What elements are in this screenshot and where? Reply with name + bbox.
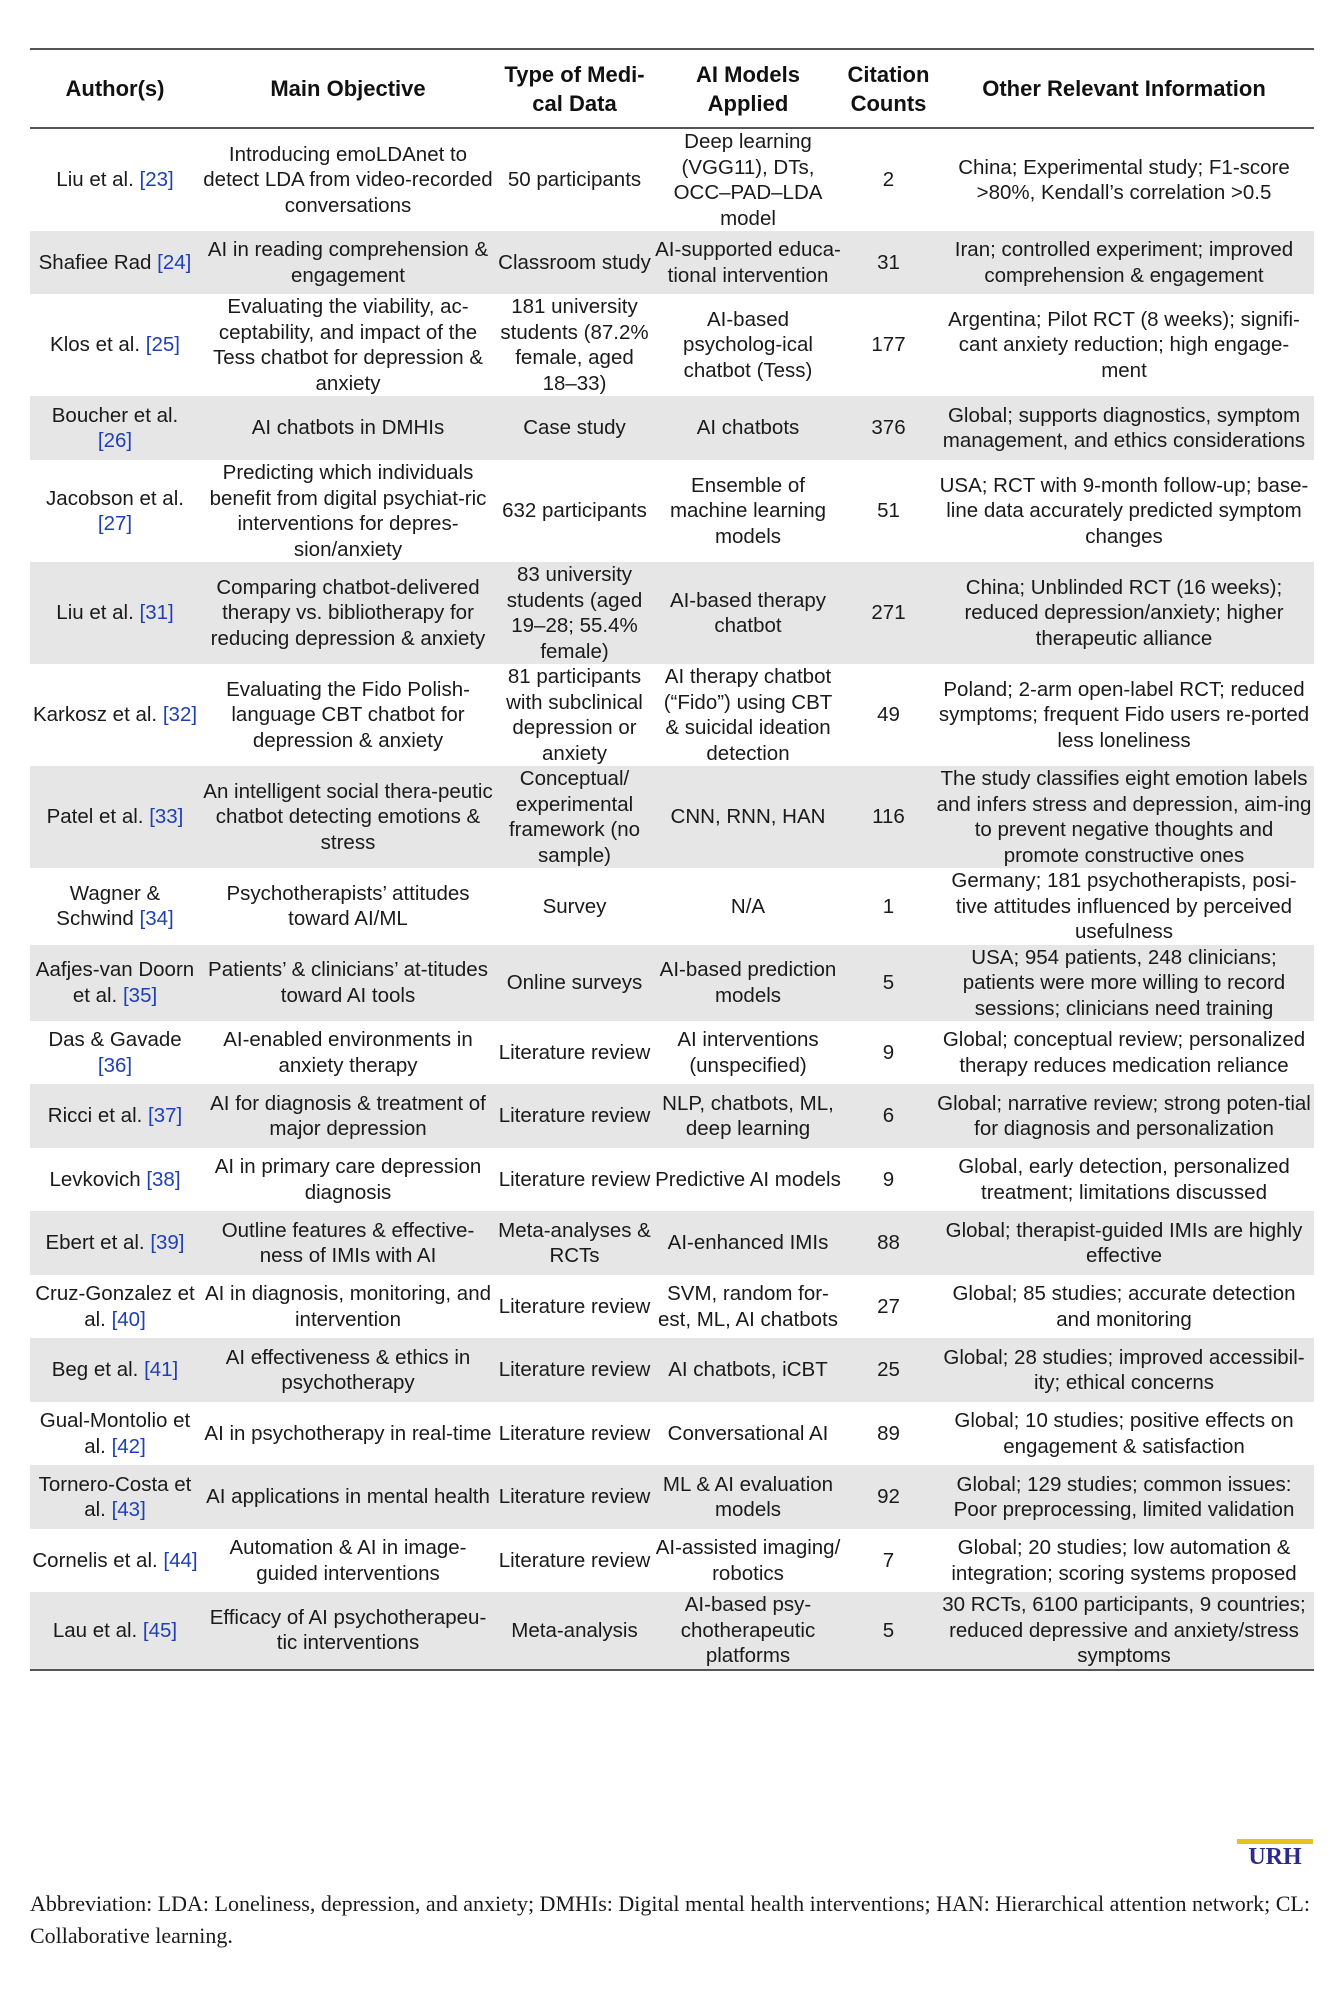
author-cell	[30, 128, 200, 231]
models-cell: AI interventions (unspecified)	[677, 1028, 819, 1077]
author-cell	[30, 1338, 200, 1402]
author-cell	[30, 1465, 200, 1529]
objective-cell: AI-enabled environments in anxiety therapy	[223, 1028, 473, 1077]
objective-cell: Efficacy of AI psychotherapeu-tic interventions	[200, 1592, 496, 1670]
author-cell	[30, 1084, 200, 1148]
models-cell: AI-based prediction models	[653, 945, 843, 1022]
data-type-cell: Literature review	[496, 1338, 653, 1402]
reference-link[interactable]: [35]	[122, 983, 158, 1007]
objective-cell: AI for diagnosis & treatment of major depression	[200, 1084, 496, 1148]
reference-link[interactable]: [24]	[157, 250, 192, 274]
models-cell: AI-based therapy chatbot	[653, 562, 843, 664]
author-name: Lau et al.	[52, 1618, 138, 1642]
col-authors-header: Author(s)	[30, 49, 200, 128]
reference-link[interactable]: [31]	[139, 601, 174, 625]
table-row	[30, 868, 1314, 945]
author-name: Patel et al.	[46, 805, 144, 829]
other-info-cell: Global, early detection, personalized treatment; limitations discussed	[958, 1155, 1290, 1204]
models-cell: AI chatbots, iCBT	[653, 1338, 843, 1402]
author-cell	[30, 1211, 200, 1275]
citations-cell: 92	[843, 1465, 934, 1529]
author-name: Boucher et al.	[51, 403, 179, 427]
author-name: Liu et al.	[56, 601, 134, 625]
author-name: Tornero-Costa et al.	[38, 1472, 192, 1521]
author-name: Cornelis et al.	[32, 1548, 158, 1572]
other-info-cell: Global; therapist-guided IMIs are highly effective	[934, 1211, 1314, 1275]
other-info-cell: Germany; 181 psychotherapists, posi-tive attitudes influenced by perceived usefulness	[951, 869, 1297, 943]
models-cell: ML & AI evaluation models	[653, 1465, 843, 1529]
reference-link[interactable]: [36]	[97, 1053, 133, 1077]
citations-cell: 271	[843, 562, 934, 664]
table-body	[30, 128, 1314, 1670]
author-cell	[30, 294, 200, 396]
author-cell	[30, 1592, 200, 1670]
reference-link[interactable]: [32]	[162, 703, 198, 727]
other-info-cell: China; Experimental study; F1-score >80%, Kendall’s correlation >0.5	[958, 155, 1290, 204]
author-cell	[30, 1148, 200, 1211]
other-info-cell: Global; 20 studies; low automation & integration; scoring systems proposed	[951, 1536, 1297, 1585]
table-row	[30, 1465, 1314, 1529]
author-name: Ricci et al.	[47, 1104, 143, 1128]
reference-link[interactable]: [34]	[139, 907, 174, 931]
reference-link[interactable]: [39]	[150, 1231, 185, 1255]
table-row	[30, 1592, 1314, 1670]
data-type-cell: 81 participants with subclinical depression or anxiety	[506, 665, 643, 765]
col-objective-header: Main Objective	[200, 49, 496, 128]
author-name: Gual-Montolio et al.	[39, 1409, 191, 1458]
objective-cell: An intelligent social thera-peutic chatbot detecting emotions & stress	[200, 766, 496, 868]
models-cell: Ensemble of machine learning models	[669, 473, 827, 548]
table-header-row	[30, 49, 1314, 128]
reference-link[interactable]: [26]	[97, 429, 133, 452]
reference-link[interactable]: [45]	[142, 1618, 178, 1642]
citations-cell: 27	[877, 1294, 900, 1318]
data-type-cell: Classroom study	[496, 231, 653, 294]
data-type-cell: 83 university students (aged 19–28; 55.4% female)	[496, 562, 653, 664]
table-row	[30, 1021, 1314, 1084]
data-type-cell: Literature review	[498, 1294, 651, 1318]
reference-link[interactable]: [25]	[145, 333, 180, 357]
table-row	[30, 460, 1314, 562]
author-name: Aafjes-van Doorn et al.	[35, 958, 195, 1007]
table-row	[30, 1529, 1314, 1592]
models-cell: AI-assisted imaging/ robotics	[655, 1536, 841, 1585]
models-cell: AI-based psy-chotherapeutic platforms	[653, 1592, 843, 1670]
col-citations-header: Citation Counts	[843, 49, 934, 128]
models-cell: Conversational AI	[667, 1421, 829, 1445]
author-name: Karkosz et al.	[32, 703, 158, 727]
other-info-cell: Global; 129 studies; common issues: Poor preprocessing, limited validation	[934, 1465, 1314, 1529]
table-row	[30, 562, 1314, 664]
citations-cell: 5	[843, 945, 934, 1022]
models-cell: NLP, chatbots, ML, deep learning	[653, 1084, 843, 1148]
other-info-cell: Global; 85 studies; accurate detection and monitoring	[952, 1282, 1296, 1331]
table-footnote: Abbreviation: LDA: Loneliness, depression, and anxiety; DMHIs: Digital mental health interventions; HAN: Hierarchical attention network; CL: Collaborative learning.	[30, 1891, 1310, 1948]
citations-cell: 6	[843, 1084, 934, 1148]
col-other-header: Other Relevant Information	[934, 49, 1314, 128]
data-type-cell: Literature review	[496, 1465, 653, 1529]
data-type-cell: 181 university students (87.2% female, aged 18–33)	[500, 295, 649, 395]
journal-logo	[1237, 1836, 1313, 1866]
objective-cell: AI applications in mental health	[200, 1465, 496, 1529]
author-cell	[30, 1402, 200, 1465]
citations-cell: 1	[882, 894, 895, 918]
reference-link[interactable]: [38]	[146, 1167, 181, 1191]
data-type-cell: Literature review	[498, 1167, 651, 1191]
objective-cell: AI in reading comprehension & engagement	[200, 231, 496, 294]
table-row	[30, 1402, 1314, 1465]
models-cell: CNN, RNN, HAN	[653, 766, 843, 868]
objective-cell: Outline features & effective-ness of IMIs with AI	[200, 1211, 496, 1275]
col-data-type-header: Type of Medi-cal Data	[496, 49, 653, 128]
models-cell: SVM, random for-est, ML, AI chatbots	[657, 1282, 839, 1331]
citations-cell: 88	[843, 1211, 934, 1275]
data-type-cell: Literature review	[496, 1084, 653, 1148]
author-name: Liu et al.	[56, 168, 134, 192]
author-name: Levkovich	[49, 1167, 141, 1191]
table-row	[30, 664, 1314, 766]
author-name: Das & Gavade	[48, 1028, 182, 1051]
reference-link[interactable]: [27]	[97, 512, 133, 535]
reference-link[interactable]: [44]	[163, 1548, 198, 1572]
author-cell	[30, 664, 200, 766]
data-type-cell: 50 participants	[507, 168, 642, 192]
data-type-cell: Literature review	[498, 1548, 651, 1572]
col-models-header: AI Models Applied	[653, 49, 843, 128]
objective-cell: Evaluating the Fido Polish-language CBT chatbot for depression & anxiety	[226, 677, 470, 752]
author-cell	[30, 1021, 200, 1084]
citations-cell: 89	[877, 1421, 900, 1445]
data-type-cell: Case study	[496, 396, 653, 460]
other-info-cell: 30 RCTs, 6100 participants, 9 countries; reduced depressive and anxiety/stress symptoms	[934, 1592, 1314, 1670]
table-row	[30, 128, 1314, 231]
objective-cell: AI effectiveness & ethics in psychotherapy	[200, 1338, 496, 1402]
models-cell: Predictive AI models	[655, 1167, 841, 1191]
author-cell	[30, 460, 200, 562]
citations-cell: 9	[882, 1040, 895, 1064]
reference-link[interactable]: [33]	[149, 805, 184, 829]
models-cell: AI-supported educa-tional intervention	[653, 231, 843, 294]
author-cell	[30, 868, 200, 945]
author-cell	[30, 1275, 200, 1338]
objective-cell: AI chatbots in DMHIs	[200, 396, 496, 460]
citations-cell: 5	[843, 1592, 934, 1670]
studies-table	[30, 48, 1314, 1671]
citations-cell: 2	[882, 168, 895, 192]
data-type-cell: Meta-analyses & RCTs	[496, 1211, 653, 1275]
objective-cell: Comparing chatbot-delivered therapy vs. bibliotherapy for reducing depression & anxiety	[200, 562, 496, 664]
other-info-cell: The study classifies eight emotion labels and infers stress and depression, aim-ing to prevent negative thoughts and promote constructive ones	[934, 766, 1314, 868]
data-type-cell: Literature review	[498, 1421, 651, 1445]
author-cell	[30, 231, 200, 294]
other-info-cell: Argentina; Pilot RCT (8 weeks); signifi-cant anxiety reduction; high engage-ment	[948, 307, 1300, 382]
citations-cell: 49	[877, 703, 900, 727]
table-row	[30, 1211, 1314, 1275]
objective-cell: Patients’ & clinicians’ at-titudes toward AI tools	[200, 945, 496, 1022]
objective-cell: AI in primary care depression diagnosis	[214, 1155, 482, 1204]
author-name: Klos et al.	[50, 333, 141, 357]
table-row	[30, 294, 1314, 396]
author-cell	[30, 562, 200, 664]
author-name: Wagner & Schwind	[56, 881, 161, 931]
data-type-cell: Conceptual/ experimental framework (no sample)	[496, 766, 653, 868]
citations-cell: 7	[882, 1548, 895, 1572]
data-type-cell: Online surveys	[496, 945, 653, 1022]
data-type-cell: Meta-analysis	[496, 1592, 653, 1670]
author-name: Shafiee Rad	[38, 250, 152, 274]
other-info-cell: China; Unblinded RCT (16 weeks); reduced depression/anxiety; higher therapeutic alliance	[934, 562, 1314, 664]
table-row	[30, 1275, 1314, 1338]
other-info-cell: USA; 954 patients, 248 clinicians; patients were more willing to record sessions; clinicians need training	[934, 945, 1314, 1022]
objective-cell: Automation & AI in image-guided interventions	[229, 1536, 467, 1585]
reference-link[interactable]: [42]	[111, 1434, 146, 1458]
objective-cell: Evaluating the viability, ac-ceptability, and impact of the Tess chatbot for depression & anxiety	[212, 295, 484, 395]
reference-link[interactable]: [23]	[139, 168, 174, 192]
citations-cell: 376	[843, 396, 934, 460]
other-info-cell: Iran; controlled experiment; improved comprehension & engagement	[934, 231, 1314, 294]
other-info-cell: Global; 10 studies; positive effects on engagement & satisfaction	[954, 1409, 1294, 1458]
citations-cell: 51	[877, 499, 900, 523]
other-info-cell: Global; narrative review; strong poten-tial for diagnosis and personalization	[934, 1084, 1314, 1148]
reference-link[interactable]: [37]	[148, 1104, 183, 1128]
author-cell	[30, 396, 200, 460]
models-cell: N/A	[730, 894, 766, 918]
table-row	[30, 231, 1314, 294]
citations-cell: 31	[843, 231, 934, 294]
objective-cell: Predicting which individuals benefit from digital psychiat-ric interventions for depres-sion/anxiety	[209, 461, 487, 561]
reference-link[interactable]: [41]	[144, 1358, 179, 1382]
author-cell	[30, 1529, 200, 1592]
table-row	[30, 1148, 1314, 1211]
other-info-cell: Global; supports diagnostics, symptom management, and ethics considerations	[934, 396, 1314, 460]
other-info-cell: USA; RCT with 9-month follow-up; base-line data accurately predicted symptom changes	[939, 473, 1309, 548]
models-cell: AI chatbots	[653, 396, 843, 460]
data-type-cell: Literature review	[498, 1040, 651, 1064]
reference-link[interactable]: [40]	[111, 1307, 146, 1331]
author-cell	[30, 766, 200, 868]
data-type-cell: Survey	[542, 894, 607, 918]
table-row	[30, 766, 1314, 868]
other-info-cell: Global; 28 studies; improved accessibil-ity; ethical concerns	[934, 1338, 1314, 1402]
other-info-cell: Global; conceptual review; personalized therapy reduces medication reliance	[942, 1028, 1306, 1077]
citations-cell: 9	[882, 1167, 895, 1191]
citations-cell: 177	[871, 333, 906, 357]
author-name: Ebert et al.	[45, 1231, 145, 1255]
table-row	[30, 1338, 1314, 1402]
objective-cell: AI in psychotherapy in real-time	[204, 1421, 492, 1445]
objective-cell: AI in diagnosis, monitoring, and intervention	[204, 1282, 492, 1331]
models-cell: AI-based psycholog-ical chatbot (Tess)	[683, 307, 813, 382]
table-row	[30, 396, 1314, 460]
citations-cell: 25	[843, 1338, 934, 1402]
table-row	[30, 945, 1314, 1022]
models-cell: Deep learning (VGG11), DTs, OCC–PAD–LDA model	[673, 130, 823, 230]
citations-cell: 116	[843, 766, 934, 868]
other-info-cell: Poland; 2-arm open-label RCT; reduced symptoms; frequent Fido users re-ported less loneliness	[938, 677, 1310, 752]
objective-cell: Psychotherapists’ attitudes toward AI/ML	[226, 881, 470, 931]
author-name: Beg et al.	[51, 1358, 139, 1382]
data-type-cell: 632 participants	[502, 499, 647, 523]
objective-cell: Introducing emoLDAnet to detect LDA from video-recorded conversations	[203, 142, 493, 217]
models-cell: AI-enhanced IMIs	[653, 1211, 843, 1275]
author-cell	[30, 945, 200, 1022]
table-row	[30, 1084, 1314, 1148]
models-cell: AI therapy chatbot (“Fido”) using CBT & suicidal ideation detection	[663, 665, 833, 765]
svg-text:URH: URH	[1248, 1844, 1302, 1866]
reference-link[interactable]: [43]	[111, 1498, 146, 1521]
author-name: Jacobson et al.	[46, 486, 184, 510]
author-name: Cruz-Gonzalez et al.	[35, 1282, 195, 1331]
